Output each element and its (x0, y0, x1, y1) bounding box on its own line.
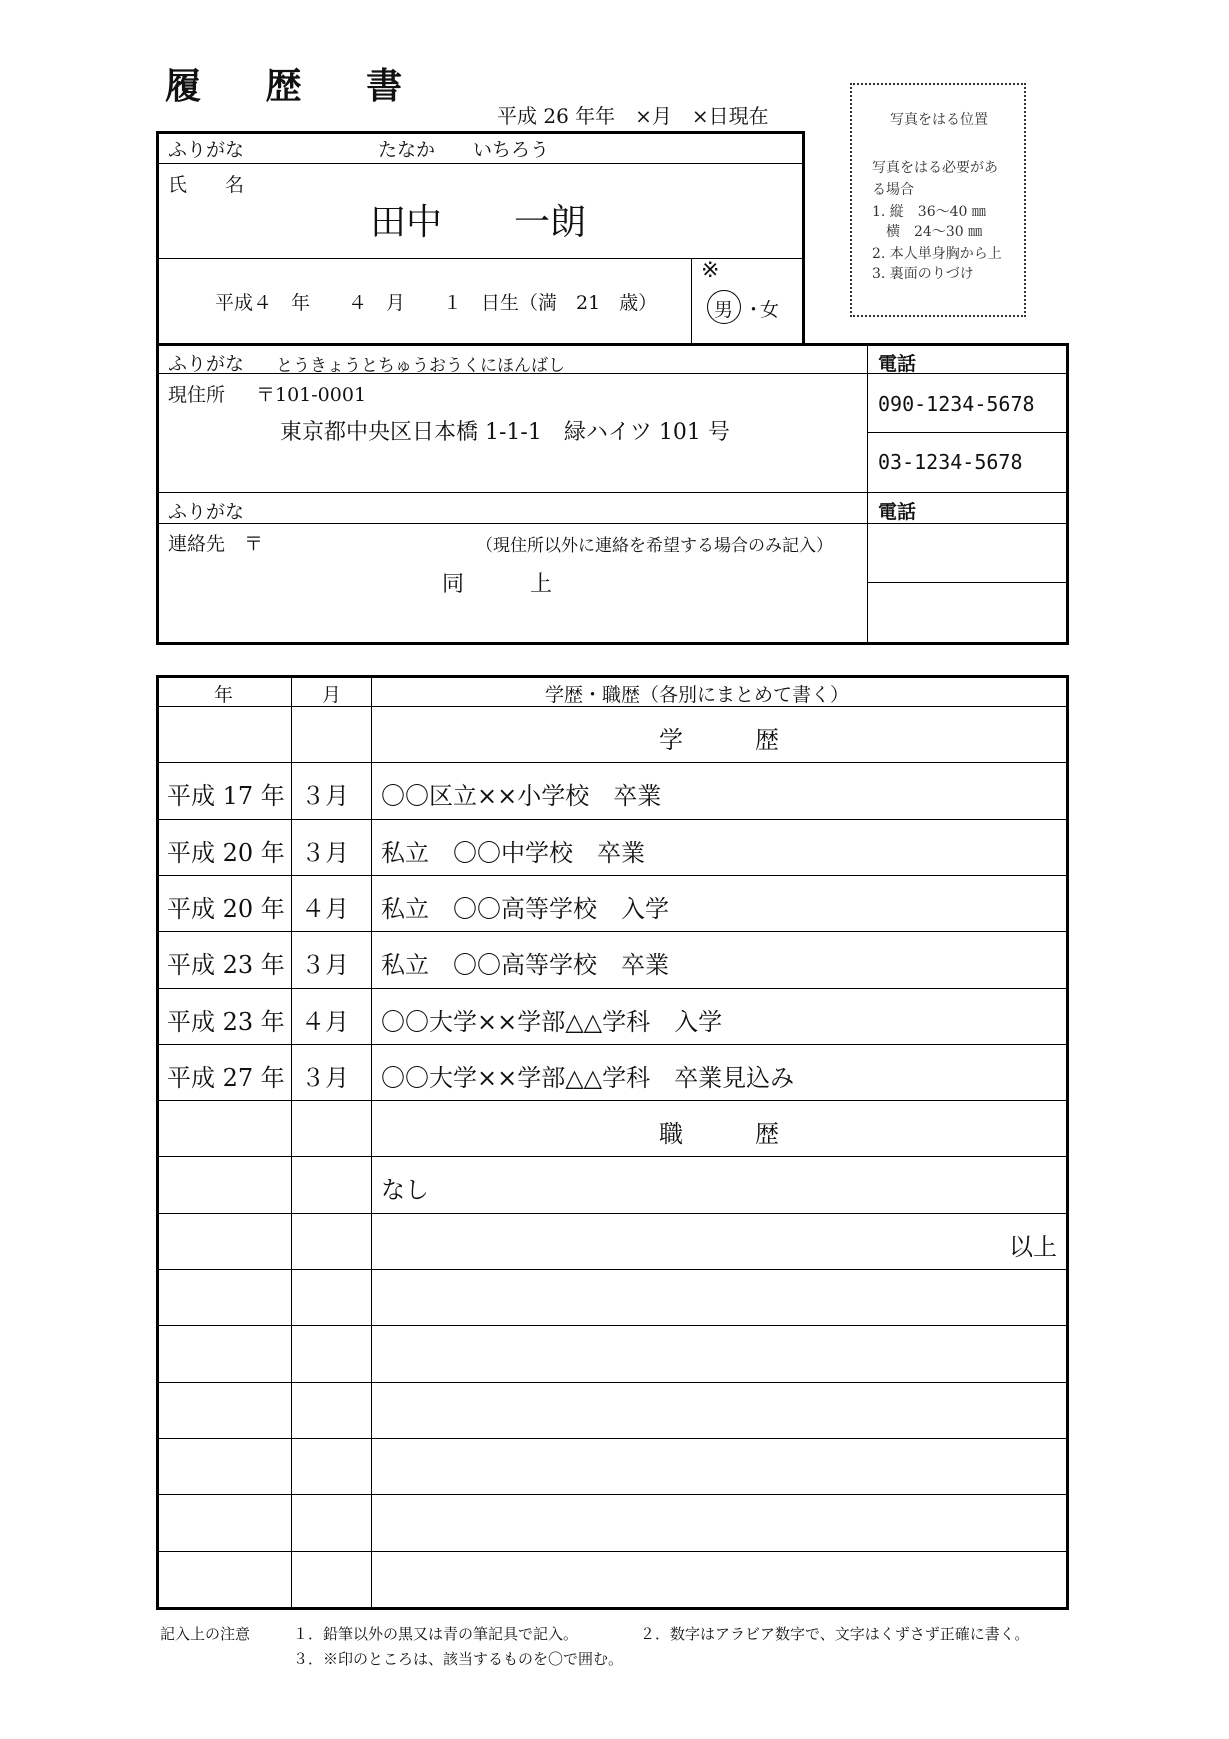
postal-code: 〒101-0001 (256, 384, 367, 406)
row-month: ４月 (301, 1007, 349, 1036)
row-description: なし (381, 1176, 429, 1205)
divider (158, 492, 1067, 493)
divider (867, 345, 868, 643)
row-description: 〇〇大学××学部△△学科 卒業見込み (381, 1063, 795, 1092)
birth-date: 平成４ 年 ４ 月 １ 日生（満 21 歳） (215, 292, 658, 314)
row-year: 平成 23 年 (167, 1007, 285, 1036)
col-year: 年 (214, 684, 234, 706)
contact-furigana-label: ふりがな (168, 501, 245, 523)
row-year: 平成 23 年 (167, 951, 285, 980)
divider (691, 258, 692, 344)
photo-line: る場合 (872, 182, 914, 198)
row-divider (158, 988, 1067, 989)
photo-line: 横 24〜30 ㎜ (872, 224, 983, 240)
row-description: 〇〇区立××小学校 卒業 (381, 782, 662, 811)
row-description: 職 歴 (659, 1120, 779, 1149)
row-description: 私立 〇〇中学校 卒業 (381, 838, 645, 867)
row-year: 平成 20 年 (167, 894, 285, 923)
row-divider (158, 875, 1067, 876)
mark-note: ※ (701, 258, 720, 283)
name-furigana-label: ふりがな (168, 139, 245, 161)
row-description: 以上 (1009, 1232, 1057, 1261)
row-divider (158, 1382, 1067, 1383)
row-description: 〇〇大学××学部△△学科 入学 (381, 1007, 723, 1036)
contact-value: 同 上 (442, 572, 553, 597)
phone-label: 電話 (878, 353, 917, 375)
row-month: ３月 (301, 1063, 349, 1092)
row-year: 平成 20 年 (167, 838, 285, 867)
contact-label: 連絡先 〒 (168, 533, 264, 555)
row-description: 私立 〇〇高等学校 卒業 (381, 951, 669, 980)
row-divider (158, 1494, 1067, 1495)
address-value: 東京都中央区日本橋 1-1-1 緑ハイツ 101 号 (280, 420, 730, 445)
row-divider (158, 819, 1067, 820)
gender-separator: ・ (744, 299, 764, 321)
divider (867, 432, 1067, 433)
name-value: 田中 一朗 (370, 202, 587, 243)
row-month: ３月 (301, 838, 349, 867)
row-divider (158, 1325, 1067, 1326)
notes-label: 記入上の注意 (160, 1625, 251, 1643)
row-divider (158, 762, 1067, 763)
photo-line: 3. 裏面のりづけ (872, 266, 974, 282)
row-divider (158, 1438, 1067, 1439)
photo-line: 写真をはる必要があ (872, 160, 998, 176)
row-divider (158, 1044, 1067, 1045)
divider (867, 582, 1067, 583)
row-divider (158, 931, 1067, 932)
photo-title: 写真をはる位置 (890, 112, 988, 128)
note-item: ２．数字はアラビア数字で、文字はくずさず正確に書く。 (640, 1625, 1030, 1643)
address-label: 現住所 (168, 384, 226, 406)
row-divider (158, 1213, 1067, 1214)
contact-note: （現住所以外に連絡を希望する場合のみ記入） (476, 536, 833, 556)
contact-phone-label: 電話 (878, 501, 917, 523)
divider (158, 163, 803, 164)
divider (158, 523, 1067, 524)
row-divider (158, 1156, 1067, 1157)
address-furigana: とうきょうとちゅうおうくにほんばし (276, 356, 565, 376)
photo-line: 2. 本人単身胸から上 (872, 246, 1002, 262)
name-label: 氏 名 (168, 174, 245, 196)
gender-female: 女 (760, 299, 780, 321)
row-month: ４月 (301, 894, 349, 923)
note-item: １．鉛筆以外の黒又は青の筆記具で記入。 (293, 1625, 579, 1643)
gender-male: 男 (714, 299, 734, 321)
phone-mobile: 090-1234-5678 (878, 392, 1035, 416)
row-month: ３月 (301, 951, 349, 980)
photo-area (850, 83, 1026, 317)
row-description: 私立 〇〇高等学校 入学 (381, 894, 669, 923)
row-divider (158, 1551, 1067, 1552)
row-month: ３月 (301, 782, 349, 811)
row-year: 平成 27 年 (167, 1063, 285, 1092)
row-description: 学 歴 (659, 726, 779, 754)
document-date: 平成 26 年年 ×月 ×日現在 (497, 104, 769, 128)
row-divider (158, 1100, 1067, 1101)
phone-home: 03-1234-5678 (878, 450, 1023, 474)
address-furigana-label: ふりがな (168, 353, 245, 375)
row-year: 平成 17 年 (167, 782, 285, 811)
name-furigana: たなか いちろう (378, 139, 550, 161)
note-item: ３．※印のところは、該当するものを〇で囲む。 (293, 1650, 624, 1668)
col-month: 月 (322, 684, 342, 706)
row-divider (158, 1269, 1067, 1270)
page-title: 履 歴 書 (165, 65, 429, 107)
photo-line: 1. 縦 36〜40 ㎜ (872, 204, 986, 220)
col-description: 学歴・職歴（各別にまとめて書く） (545, 684, 850, 706)
divider (291, 677, 292, 1608)
